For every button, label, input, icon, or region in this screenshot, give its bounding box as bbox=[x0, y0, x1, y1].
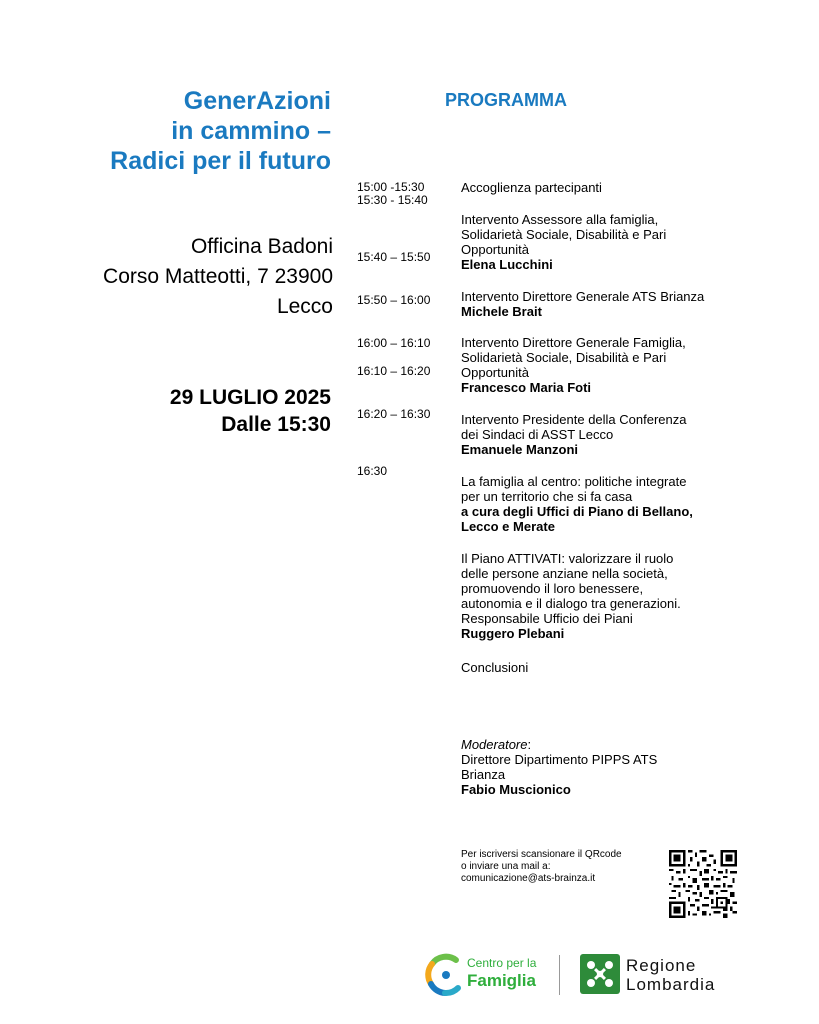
speaker-name: a cura degli Uffici di Piano di Bellano, bbox=[461, 504, 693, 519]
item-line: Solidarietà Sociale, Disabilità e Pari bbox=[461, 227, 667, 242]
item-line: per un territorio che si fa casa bbox=[461, 489, 633, 504]
program-time: 15:50 – 16:00 bbox=[357, 293, 431, 307]
event-date-block bbox=[170, 384, 331, 438]
program-item bbox=[461, 551, 751, 641]
rl-line1: Regione bbox=[626, 956, 697, 975]
moderator-colon: : bbox=[527, 737, 532, 752]
item-line: Solidarietà Sociale, Disabilità e Pari bbox=[461, 350, 667, 365]
cpf-line1: Centro per la bbox=[467, 956, 537, 970]
program-item bbox=[461, 474, 751, 534]
program-heading: PROGRAMMA bbox=[445, 90, 567, 110]
item-line: Intervento Assessore alla famiglia, bbox=[461, 212, 659, 227]
item-line: promuovendo il loro benessere, bbox=[461, 581, 644, 596]
speaker-name: Ruggero Plebani bbox=[461, 626, 565, 641]
moderator-label: Moderatore bbox=[461, 737, 528, 752]
event-title bbox=[110, 86, 331, 176]
item-line: Intervento Presidente della Conferenza bbox=[461, 412, 687, 427]
item-line: La famiglia al centro: politiche integrate bbox=[461, 474, 687, 489]
program-time: 15:30 - 15:40 bbox=[357, 193, 428, 207]
regione-lombardia-logo-icon bbox=[580, 954, 620, 994]
item-line: delle persone anziane nella società, bbox=[461, 566, 668, 581]
event-title-line: in cammino – bbox=[171, 117, 331, 145]
program-item bbox=[461, 212, 751, 272]
venue-line: Lecco bbox=[276, 295, 333, 318]
program-item bbox=[461, 335, 751, 395]
logo-divider bbox=[559, 955, 560, 995]
event-time: Dalle 15:30 bbox=[221, 413, 331, 436]
item-line: dei Sindaci di ASST Lecco bbox=[461, 427, 614, 442]
centro-famiglia-logo bbox=[467, 956, 536, 991]
program-time: 16:20 – 16:30 bbox=[357, 407, 431, 421]
moderator-name: Fabio Muscionico bbox=[461, 782, 571, 797]
program-item bbox=[461, 412, 751, 457]
registration-line: o inviare una mail a: bbox=[461, 861, 551, 872]
moderator-label-line bbox=[461, 737, 751, 752]
program-time: 16:10 – 16:20 bbox=[357, 364, 431, 378]
speaker-name: Elena Lucchini bbox=[461, 257, 553, 272]
program-time: 15:00 -15:30 bbox=[357, 180, 425, 194]
item-line: Conclusioni bbox=[461, 660, 529, 675]
event-venue bbox=[103, 232, 333, 322]
event-date: 29 LUGLIO 2025 bbox=[169, 386, 331, 409]
rl-line2: Lombardia bbox=[626, 975, 716, 994]
speaker-name: Francesco Maria Foti bbox=[461, 380, 592, 395]
speaker-name: Michele Brait bbox=[461, 304, 542, 319]
venue-line: Officina Badoni bbox=[190, 235, 333, 258]
centro-famiglia-logo-icon bbox=[425, 952, 467, 998]
event-title-line: GenerAzioni bbox=[183, 87, 331, 115]
program-time: 16:30 bbox=[357, 464, 388, 478]
registration-line: Per iscriversi scansionare il QRcode bbox=[461, 849, 622, 860]
program-item bbox=[461, 660, 751, 675]
item-line: Accoglienza partecipanti bbox=[461, 180, 602, 195]
item-line: Intervento Direttore Generale ATS Brianza bbox=[461, 289, 705, 304]
cpf-line2: Famiglia bbox=[467, 971, 536, 990]
item-line: autonomia e il dialogo tra generazioni. bbox=[461, 596, 681, 611]
speaker-name: Emanuele Manzoni bbox=[461, 442, 579, 457]
program-time: 16:00 – 16:10 bbox=[357, 336, 431, 350]
event-title-line: Radici per il futuro bbox=[110, 147, 331, 175]
registration-info bbox=[461, 849, 622, 885]
item-line: Opportunità bbox=[461, 365, 529, 380]
moderator-role: Direttore Dipartimento PIPPS ATS bbox=[461, 752, 658, 767]
item-line: Opportunità bbox=[461, 242, 529, 257]
moderator-role: Brianza bbox=[461, 767, 506, 782]
program-item bbox=[461, 289, 751, 319]
regione-lombardia-logo bbox=[626, 956, 715, 994]
venue-line: Corso Matteotti, 7 23900 bbox=[103, 265, 333, 288]
program-item bbox=[461, 180, 751, 195]
moderator-block bbox=[461, 737, 751, 797]
item-line: Responsabile Ufficio dei Piani bbox=[461, 611, 633, 626]
item-line: Il Piano ATTIVATI: valorizzare il ruolo bbox=[461, 551, 674, 566]
qr-code[interactable] bbox=[669, 850, 737, 918]
speaker-name: Lecco e Merate bbox=[461, 519, 555, 534]
registration-email[interactable]: comunicazione@ats-brainza.it bbox=[461, 873, 596, 884]
item-line: Intervento Direttore Generale Famiglia, bbox=[461, 335, 686, 350]
program-time: 15:40 – 15:50 bbox=[357, 250, 431, 264]
